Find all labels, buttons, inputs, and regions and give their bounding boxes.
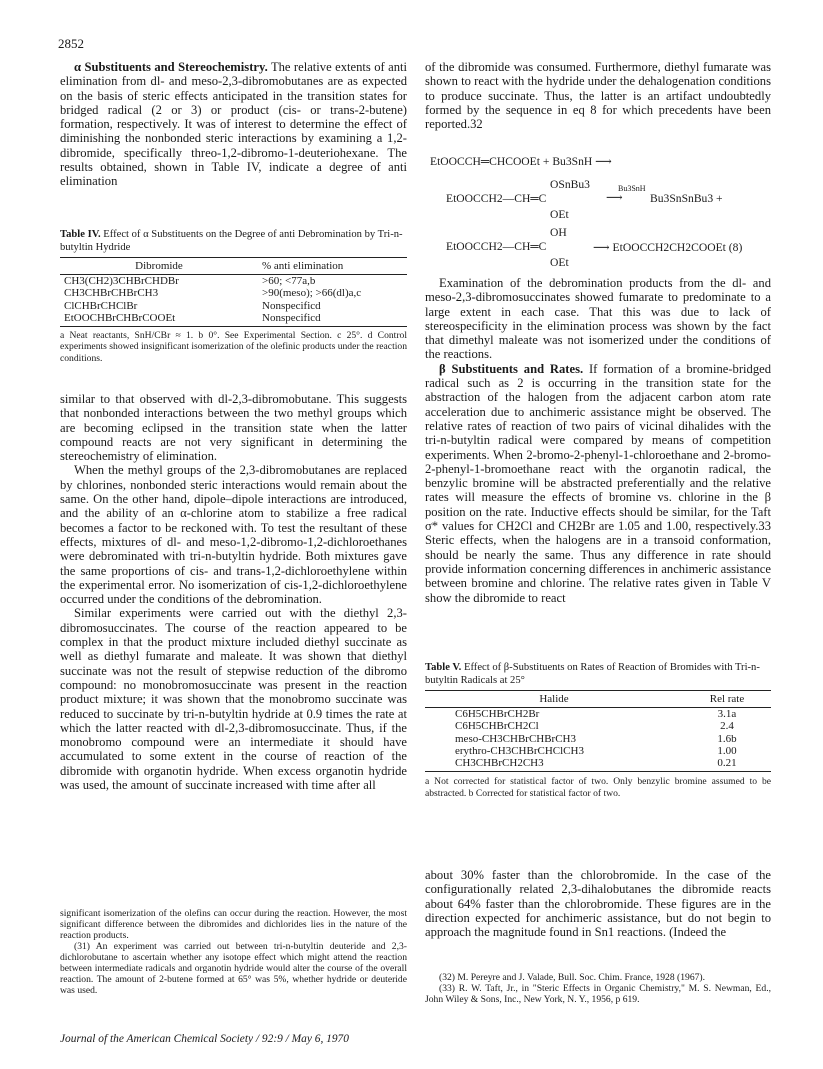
paragraph-beta-substituents <box>425 362 771 605</box>
paragraph: Similar experiments were carried out with the diethyl 2,3-dibromosuccinates. The course of the reaction appeared to be complex in that the product mixture included diethyl succinate as well as diethyl fumarate and maleate. It was shown that diethyl succinate was not the result of stepwise reduction of the dibromo compound: no monobromosuccinate was present in the reaction product mixture; it was shown that the monobromo succinate was reduced to succinate by tri-n-butyltin hydride at 0.9 times the rate at which the latter reacted with dl-2,3-dibromosuccinate. Thus, if the monobromo compound were an intermediate it should have accumulated to some extent in the course of reaction of the dibromide with organotin hydride. When excess organotin hydride was used, the amount of succinate increased with time after all <box>60 606 407 793</box>
table-cell: C6H5CHBrCH2Br <box>455 708 540 720</box>
right-footnotes <box>425 972 771 1005</box>
table-cell: CH3(CH2)3CHBrCHDBr <box>64 275 179 287</box>
table-cell: >60; <77a,b <box>262 275 316 287</box>
paragraph: Examination of the debromination products from the dl- and meso-2,3-dibromosuccinates showed fumarate to predominate to a large extent in each case. That this was due to lack of stereospecificity in the elimination process was shown by the fact that dimethyl maleate was not isomerized under the conditions of the reactions. <box>425 276 771 362</box>
table-iv-note: a Neat reactants, SnH/CBr ≈ 1. b 0°. See Experimental Section. c 25°. d Control experiments showed insignificant isomerization of the olefinic products under the reaction conditions. <box>60 330 407 364</box>
table-cell: 3.1a <box>717 708 737 720</box>
eq-substituent: OEt <box>550 256 569 269</box>
table-cell: CH3CHBrCHBrCH3 <box>64 287 159 300</box>
section-heading-beta: β Substituents and Rates. <box>439 361 584 376</box>
table-cell: 1.00 <box>717 744 737 757</box>
table-iv-caption: Table IV. Effect of α Substituents on the Degree of anti Debromination by Tri-n-butyltin Hydride <box>60 229 403 253</box>
paragraph: of the dibromide was consumed. Furthermore, diethyl fumarate was shown to react with the hydride under the dehalogenation conditions to produce succinate. Thus, the latter is an artifact undoubtedly formed by the sequence in eq 8 for which precedents have been reported.32 <box>425 60 771 132</box>
right-col-top <box>425 60 771 131</box>
eq-line-2-left: EtOOCCH2—CH═C <box>446 192 547 205</box>
table-cell: 0.21 <box>683 757 771 772</box>
table-v <box>425 662 771 799</box>
table-cell: erythro-CH3CHBrCHClCH3 <box>455 744 584 757</box>
table-cell: Nonspecificd <box>262 299 321 312</box>
table-v-grid <box>425 690 771 772</box>
paragraph-text: If formation of a bromine-bridged radical such as 2 is occurring in the transition state for the abstraction of the halogen from the adjacent carbon atom rate acceleration due to anchimeric assistance might be observed. The relative rates of reaction of two pairs of vicinal dihalides with the tri-n-butyltin radical were compared by means of competition experiments. When 2-bromo-2-phenyl-1-chloroethane and 2-bromo-2-phenyl-1-bromoethane react with the organotin radical, the benzylic bromine will be abstracted preferentially and the relative rates will measure the effects of bromine vs. chlorine in the β position on the rate. Inductive effects should be similar, for the Taft σ* values for CH2Cl and CH2Br are 1.05 and 1.00, respectively.33 Steric effects, when the halogens are in a transoid conformation, should be nearly the same. Thus any difference in rate should provide information concerning differences in anchimeric assistance between bromine and chlorine. The relative rates given in Table V show the dibromide to react <box>425 361 771 605</box>
journal-footer: Journal of the American Chemical Society / 92:9 / May 6, 1970 <box>60 1033 349 1045</box>
right-col-middle <box>425 276 771 605</box>
table-cell: CH3CHBrCH2CH3 <box>425 757 683 772</box>
footnote-31: (31) An experiment was carried out between tri-n-butyltin deuteride and 2,3-dichlorobutane to ascertain whether any isotope effect which might attend the reaction between intermediate radicals and organotin hydride would alter the course of the overall reaction. The amount of 2-butene formed at 65° was 5%, whether hydride or deuteride was used. <box>60 941 407 996</box>
table-cell: ClCHBrCHClBr <box>64 299 138 312</box>
table-iv-grid <box>60 257 407 327</box>
eq-arrow-label: Bu3SnH <box>618 184 646 193</box>
paragraph: about 30% faster than the chlorobromide. In the case of the configurationally related 2,3-dihalobutanes the dibromide reacts about 64% faster than the chlorobromide. These figures are in the direction expected for anchimeric assistance, but do not begin to approach the magnitude found in Sn1 reactions. (Indeed the <box>425 868 771 940</box>
table-v-caption: Table V. Effect of β-Substituents on Rates of Reaction of Bromides with Tri-n-butyltin Radicals at 25° <box>425 662 760 686</box>
left-col-bottom <box>60 392 407 792</box>
paragraph: similar to that observed with dl-2,3-dibromobutane. This suggests that nonbonded interactions between the two methyl groups which are becoming eclipsed in the transition state when the latter compound reacts are not very significant in determining the stereochemistry of elimination. <box>60 392 407 464</box>
eq-substituent: OH <box>550 226 567 239</box>
paragraph-alpha-substituents <box>60 60 407 189</box>
table-header: Dibromide <box>60 258 258 275</box>
paragraph-text: The relative extents of anti elimination from dl- and meso-2,3-dibromobutanes are as expected on the basis of steric effects anticipated in the transition states for bridged radical (2 or 3) or product (cis- or trans-2-butene) formation, respectively. It was of interest to determine the effect of diminishing the nonbonded steric interactions by examining a 1,2-dibromide, specifically threo-1,2-dibromo-1-deuteriohexane. The results obtained, shown in Table IV, indicate a degree of anti elimination <box>60 60 408 189</box>
table-cell: Nonspecificd <box>258 312 407 327</box>
eq-line-3-right: ⟶ EtOOCCH2CH2COOEt (8) <box>593 241 743 254</box>
eq-line-2-right: Bu3SnSnBu3 + <box>650 192 723 205</box>
table-header: % anti elimination <box>258 258 407 275</box>
footnote-33: (33) R. W. Taft, Jr., in "Steric Effects in Organic Chemistry," M. S. Newman, Ed., John Wiley & Sons, Inc., New York, N. Y., 1956, p 619. <box>425 983 771 1005</box>
table-header: Halide <box>425 691 683 708</box>
table-cell: meso-CH3CHBrCHBrCH3 <box>455 732 577 745</box>
table-v-note: a Not corrected for statistical factor of two. Only benzylic bromine assumed to be abstracted. b Corrected for statistical factor of two. <box>425 776 771 799</box>
eq-substituent: OSnBu3 <box>550 178 590 191</box>
eq-line-1: EtOOCCH═CHCOOEt + Bu3SnH ⟶ <box>430 155 612 168</box>
table-cell: EtOOCHBrCHBrCOOEt <box>60 312 258 327</box>
paragraph: When the methyl groups of the 2,3-dibromobutanes are replaced by chlorines, nonbonded steric interactions would remain about the same. On the other hand, dipole–dipole interactions are introduced, and the ability of an α-chlorine atom to stabilize a free radical becomes a factor to be reckoned with. To test the resultant of these effects, mixtures of dl- and meso-1,2-dibromo-1,2-dichloroethanes were debrominated with tri-n-butyltin hydride. Both mixtures gave the same proportions of cis- and trans-1,2-dichloroethylene within the experimental error. No isomerization of cis-1,2-dichloroethylene occurred under the conditions of the debromination. <box>60 463 407 607</box>
page-number: 2852 <box>58 36 84 51</box>
right-col-bottom <box>425 868 771 939</box>
left-footnotes <box>60 908 407 996</box>
arrow-icon: ⟶ <box>606 191 623 204</box>
eq-substituent: OEt <box>550 208 569 221</box>
table-cell: C6H5CHBrCH2Cl <box>455 720 539 733</box>
section-heading-alpha: α Substituents and Stereochemistry. <box>74 60 268 74</box>
table-iv <box>60 229 407 364</box>
table-cell: >90(meso); >66(dl)a,c <box>262 287 362 300</box>
left-col-top <box>60 60 407 189</box>
equation-8 <box>430 154 770 286</box>
footnote-continued: significant isomerization of the olefins can occur during the reaction. However, the most significant difference between the dibromides and dichlorides lies in the nature of the reaction products. <box>60 908 407 941</box>
footnote-32: (32) M. Pereyre and J. Valade, Bull. Soc. Chim. France, 1928 (1967). <box>439 972 706 983</box>
table-header: Rel rate <box>683 691 771 708</box>
eq-line-3-left: EtOOCCH2—CH═C <box>446 240 547 253</box>
table-cell: 1.6b <box>717 732 737 745</box>
table-cell: 2.4 <box>720 720 734 733</box>
